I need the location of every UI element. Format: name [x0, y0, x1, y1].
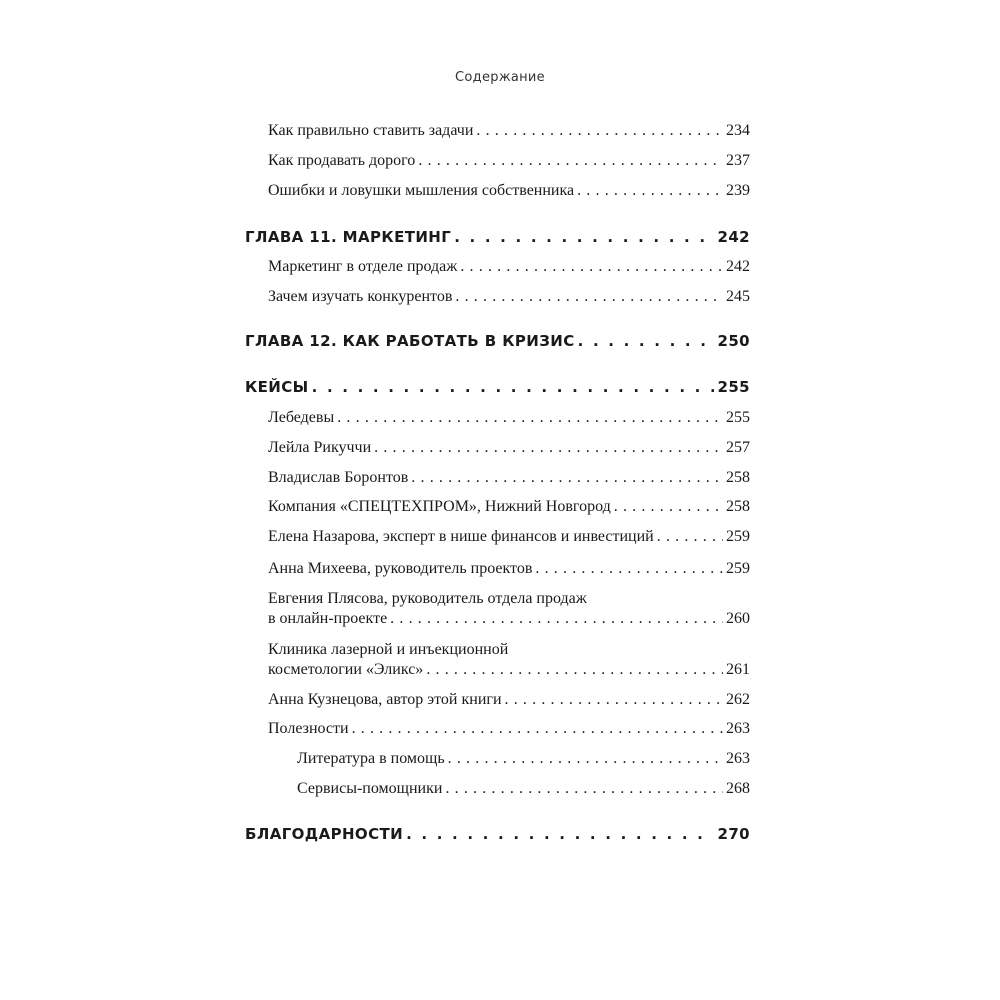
toc-entry-miheeva[interactable]	[268, 560, 750, 578]
dot-leader	[374, 439, 723, 457]
toc-entry-page: 263	[726, 720, 750, 737]
toc-entry-borontov[interactable]	[268, 469, 750, 487]
dot-leader	[445, 780, 723, 798]
toc-entry-owner-mistakes[interactable]	[268, 182, 750, 200]
toc-entry-rikucci[interactable]	[268, 439, 750, 457]
toc-entry-title: Лейла Рикуччи	[268, 439, 372, 456]
toc-chapter-page: 270	[717, 825, 750, 843]
dot-leader	[614, 498, 723, 516]
toc-entry-title-line2: косметологии «Эликс»	[268, 661, 424, 678]
toc-subentry-services[interactable]	[297, 780, 750, 798]
toc-entry-nazarova[interactable]	[268, 528, 750, 546]
toc-entry-title: Полезности	[268, 720, 349, 737]
dot-leader	[411, 469, 723, 487]
toc-entry-page: 261	[726, 661, 750, 678]
toc-entry-set-tasks[interactable]	[268, 122, 750, 140]
dot-leader	[390, 610, 723, 628]
dot-leader	[505, 691, 723, 709]
toc-subentry-literature[interactable]	[297, 750, 750, 768]
dot-leader	[535, 560, 723, 578]
toc-entry-page: 263	[726, 750, 750, 767]
toc-chapter-cases[interactable]	[245, 378, 750, 396]
toc-entry-page: 259	[726, 560, 750, 577]
toc-entry-title: Владислав Боронтов	[268, 469, 409, 486]
dot-leader	[406, 825, 714, 843]
toc-entry-page: 237	[726, 152, 750, 169]
toc-chapter-page: 255	[717, 378, 750, 396]
toc-entry-elix-clinic[interactable]	[268, 640, 750, 679]
dot-leader	[312, 378, 715, 396]
toc-entry-title: Литература в помощь	[297, 750, 445, 767]
toc-entry-page: 239	[726, 182, 750, 199]
toc-entry-title: Лебедевы	[268, 409, 335, 426]
toc-entry-title: Елена Назарова, эксперт в нише финансов и инвестиций	[268, 528, 654, 545]
dot-leader	[448, 750, 723, 768]
toc-entry-plyasova[interactable]	[268, 589, 750, 628]
toc-entry-page: 262	[726, 691, 750, 708]
dot-leader	[337, 409, 723, 427]
toc-chapter-11[interactable]	[245, 228, 750, 246]
toc-entry-competitors[interactable]	[268, 288, 750, 306]
dot-leader	[460, 258, 723, 276]
toc-entry-lebedevy[interactable]	[268, 409, 750, 427]
toc-entry-page: 242	[726, 258, 750, 275]
dot-leader	[476, 122, 723, 140]
toc-entry-title: Анна Михеева, руководитель проектов	[268, 560, 533, 577]
toc-entry-kuznetsova[interactable]	[268, 691, 750, 709]
toc-entry-spectehprom[interactable]	[268, 498, 750, 516]
toc-entry-title-line1: Клиника лазерной и инъекционной	[268, 641, 509, 658]
dot-leader	[352, 720, 723, 738]
toc-entry-page: 255	[726, 409, 750, 426]
toc-chapter-title: КЕЙСЫ	[245, 378, 309, 396]
toc-entry-page: 245	[726, 288, 750, 305]
toc-entry-useful[interactable]	[268, 720, 750, 738]
toc-chapter-page: 242	[717, 228, 750, 246]
toc-entry-title-line2-row	[268, 661, 750, 679]
toc-entry-title: Как правильно ставить задачи	[268, 122, 474, 139]
toc-entry-title: Компания «СПЕЦТЕХПРОМ», Нижний Новгород	[268, 498, 611, 515]
toc-entry-page: 259	[726, 528, 750, 545]
toc-entry-title: Сервисы-помощники	[297, 780, 443, 797]
toc-chapter-page: 250	[717, 332, 750, 350]
toc-entry-page: 260	[726, 610, 750, 627]
toc-chapter-title: БЛАГОДАРНОСТИ	[245, 825, 404, 843]
toc-entry-page: 268	[726, 780, 750, 797]
toc-entry-page: 258	[726, 498, 750, 515]
dot-leader	[418, 152, 723, 170]
toc-entry-title: Ошибки и ловушки мышления собственника	[268, 182, 575, 199]
toc-entry-page: 234	[726, 122, 750, 139]
running-head: Содержание	[455, 70, 545, 85]
dot-leader	[657, 528, 723, 546]
toc-chapter-title: ГЛАВА 12. КАК РАБОТАТЬ В КРИЗИС	[245, 332, 575, 350]
toc-entry-title: Как продавать дорого	[268, 152, 416, 169]
dot-leader	[426, 661, 723, 679]
toc-chapter-12[interactable]	[245, 332, 750, 350]
toc-entry-title: Маркетинг в отделе продаж	[268, 258, 458, 275]
toc-entry-title-line2: в онлайн-проекте	[268, 610, 388, 627]
toc-chapter-acknowledgements[interactable]	[245, 825, 750, 843]
toc-entry-title: Анна Кузнецова, автор этой книги	[268, 691, 502, 708]
dot-leader	[454, 228, 714, 246]
dot-leader	[578, 332, 715, 350]
toc-entry-page: 258	[726, 469, 750, 486]
toc-entry-title-line1: Евгения Плясова, руководитель отдела продаж	[268, 590, 587, 607]
dot-leader	[455, 288, 723, 306]
toc-chapter-title: ГЛАВА 11. МАРКЕТИНГ	[245, 228, 452, 246]
toc-entry-title-line2-row	[268, 610, 750, 628]
toc-entry-title: Зачем изучать конкурентов	[268, 288, 453, 305]
toc-entry-sell-expensive[interactable]	[268, 152, 750, 170]
toc-entry-page: 257	[726, 439, 750, 456]
toc-entry-marketing-sales[interactable]	[268, 258, 750, 276]
dot-leader	[577, 182, 723, 200]
